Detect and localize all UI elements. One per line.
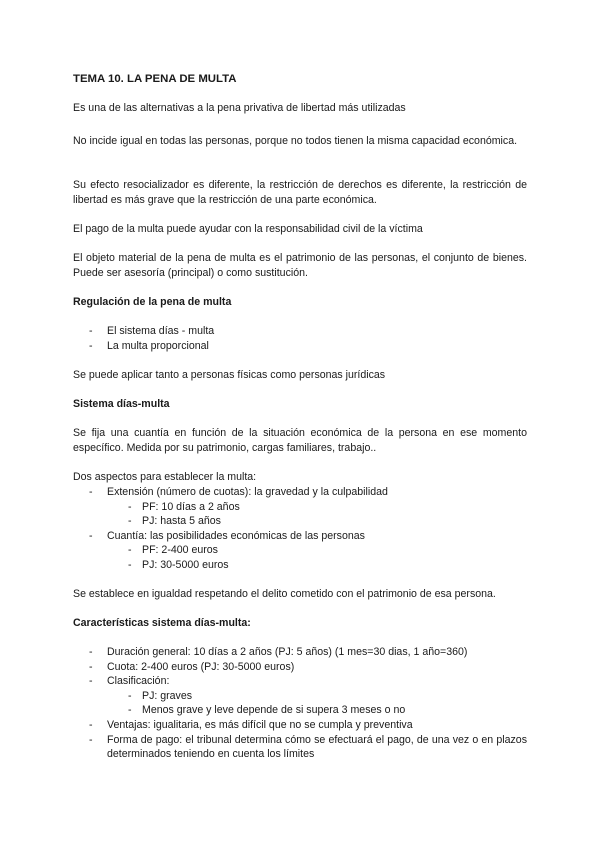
list-regulacion (73, 324, 527, 353)
list-item: - Cuota: 2-400 euros (PJ: 30-5000 euros) (89, 660, 295, 673)
paragraph-cuantia: Se fija una cuantía en función de la situación económica de la persona en ese momento específico. Medida por su patrimonio, cargas familiares, trabajo.. (73, 427, 527, 454)
list-item: - PJ: hasta 5 años (128, 515, 221, 528)
list-aspectos (73, 485, 527, 573)
paragraph-resocializador: Su efecto resocializador es diferente, la restricción de derechos es diferente, la restricción de libertad es más grave que la restricción de una parte económica. (73, 179, 527, 206)
list-item: - La multa proporcional (89, 339, 209, 352)
list-item: - El sistema días - multa (89, 325, 215, 337)
list-item: - PF: 2-400 euros (128, 544, 218, 557)
list-item: - Duración general: 10 días a 2 años (PJ: 5 años) (1 mes=30 dias, 1 año=360) (89, 646, 468, 658)
paragraph-personas: Se puede aplicar tanto a personas físicas como personas jurídicas (73, 369, 386, 381)
list-caracteristicas (73, 645, 527, 762)
list-item: - Cuantía: las posibilidades económicas de las personas (89, 529, 365, 542)
paragraph-dos-aspectos: Dos aspectos para establecer la multa: (73, 471, 257, 483)
heading-regulacion: Regulación de la pena de multa (73, 296, 232, 308)
list-item: - Clasificación: (89, 675, 170, 688)
page-title: TEMA 10. LA PENA DE MULTA (73, 73, 237, 85)
list-item: - Menos grave y leve depende de si supera 3 meses o no (128, 704, 406, 717)
heading-sistema: Sistema días-multa (73, 398, 170, 410)
heading-caracteristicas: Características sistema días-multa: (73, 617, 251, 629)
list-item: - PJ: graves (128, 689, 193, 702)
paragraph-capacidad: No incide igual en todas las personas, porque no todos tienen la misma capacidad económica. (73, 135, 518, 147)
paragraph-igualdad: Se establece en igualdad respetando el delito cometido con el patrimonio de esa persona. (73, 588, 496, 600)
paragraph-alternativas: Es una de las alternativas a la pena privativa de libertad más utilizadas (73, 102, 406, 114)
list-item: - PJ: 30-5000 euros (128, 558, 229, 571)
paragraph-responsabilidad: El pago de la multa puede ayudar con la responsabilidad civil de la víctima (73, 223, 423, 235)
list-item: - PF: 10 días a 2 años (128, 500, 240, 513)
list-item: - Forma de pago: el tribunal determina cómo se efectuará el pago, de una vez o en plazos determinados teniendo en cuenta los límites (89, 733, 527, 761)
list-item: - Extensión (número de cuotas): la gravedad y la culpabilidad (89, 486, 388, 498)
list-item: - Ventajas: igualitaria, es más difícil que no se cumpla y preventiva (89, 718, 413, 731)
paragraph-objeto-material: El objeto material de la pena de multa es el patrimonio de las personas, el conjunto de bienes. Puede ser asesoría (principal) o como sustitución. (73, 252, 527, 279)
